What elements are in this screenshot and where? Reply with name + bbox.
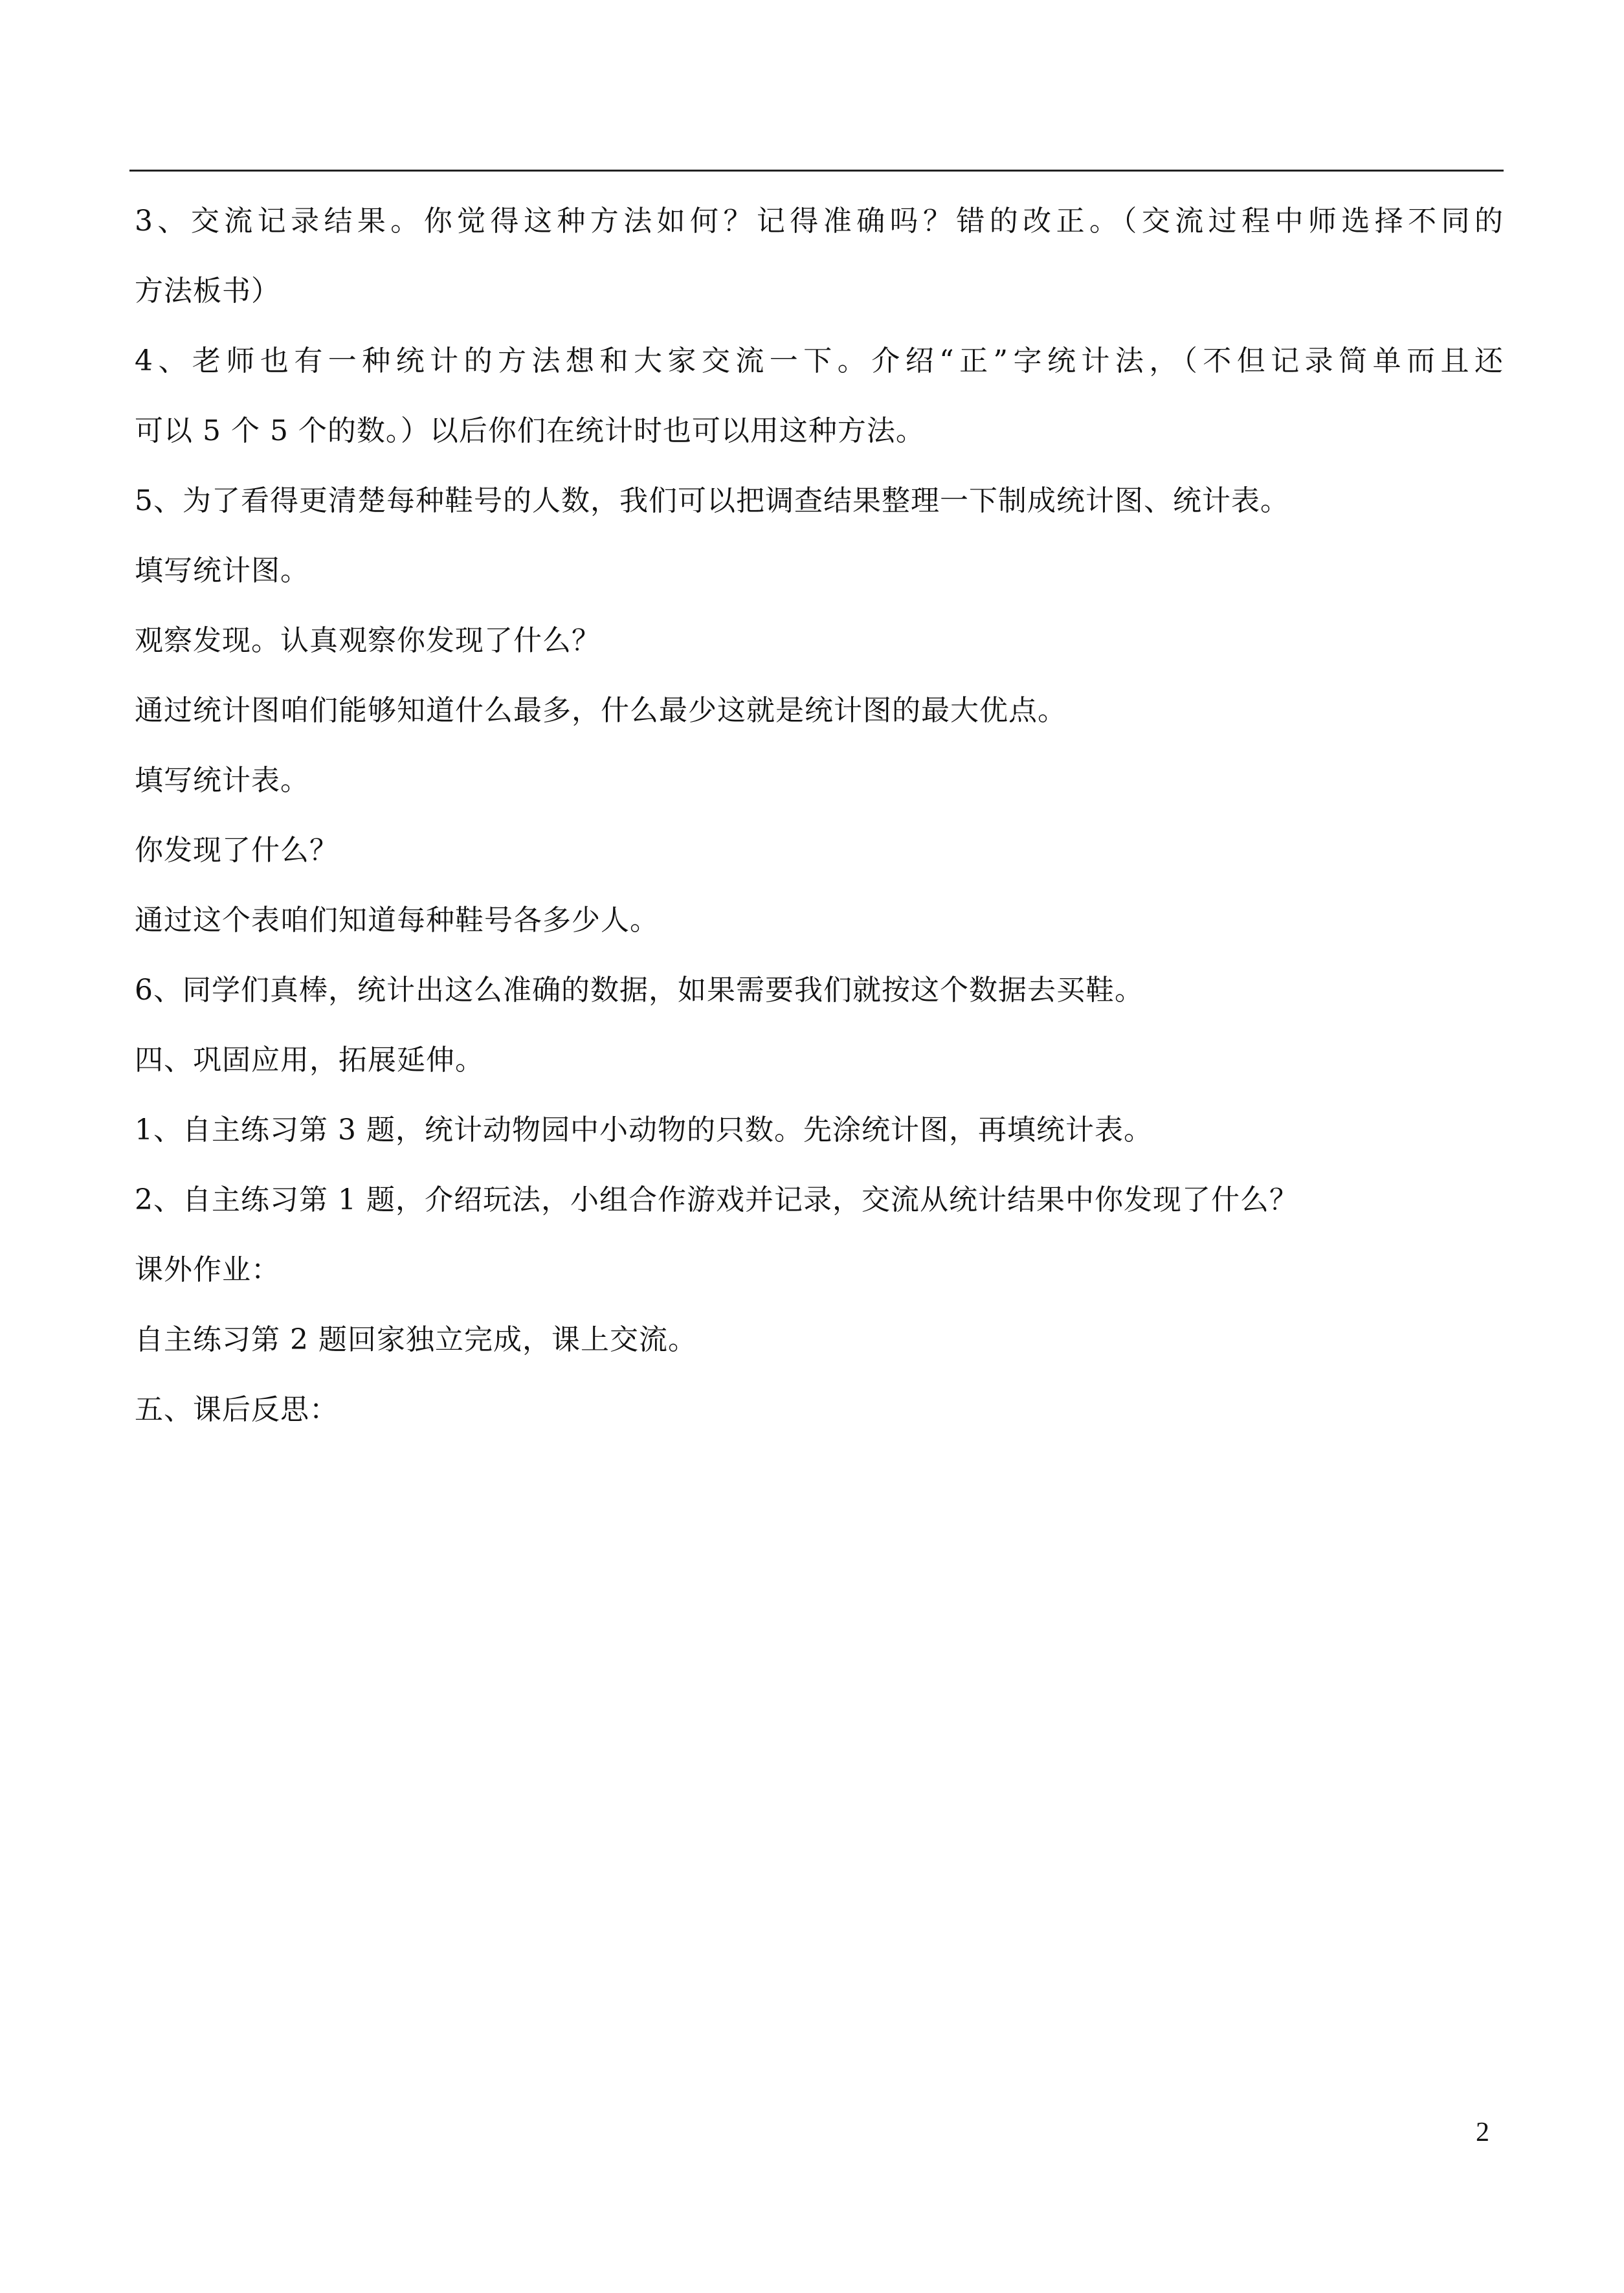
document-body xyxy=(135,186,1504,1445)
text-line: 填写统计表。 xyxy=(135,764,309,797)
text-line: 填写统计图。 xyxy=(135,554,309,587)
text-line: 你发现了什么？ xyxy=(135,834,339,867)
text-line: 4、老师也有一种统计的方法想和大家交流一下。介绍“正”字统计法，（不但记录简单而且还 xyxy=(135,344,1504,377)
text-line: 课外作业： xyxy=(135,1253,280,1286)
text-line: 通过统计图咱们能够知道什么最多，什么最少这就是统计图的最大优点。 xyxy=(135,694,1067,727)
text-line: 观察发现。认真观察你发现了什么？ xyxy=(135,624,601,657)
text-line: 方法板书） xyxy=(135,274,280,308)
text-line: 5、为了看得更清楚每种鞋号的人数，我们可以把调查结果整理一下制成统计图、统计表。 xyxy=(135,484,1289,517)
header-rule xyxy=(129,170,1504,172)
text-line: 1、自主练习第 3 题，统计动物园中小动物的只数。先涂统计图，再填统计表。 xyxy=(135,1113,1153,1146)
text-line: 6、同学们真棒，统计出这么准确的数据，如果需要我们就按这个数据去买鞋。 xyxy=(135,974,1144,1007)
section-heading: 四、巩固应用，拓展延伸。 xyxy=(135,1044,484,1077)
text-line: 3、交流记录结果。你觉得这种方法如何？记得准确吗？错的改正。（交流过程中师选择不同的 xyxy=(135,205,1504,238)
section-heading: 五、课后反思： xyxy=(135,1393,339,1426)
text-line: 2、自主练习第 1 题，介绍玩法，小组合作游戏并记录，交流从统计结果中你发现了什么？ xyxy=(135,1183,1298,1216)
text-line: 自主练习第 2 题回家独立完成，课上交流。 xyxy=(135,1323,697,1356)
text-line: 通过这个表咱们知道每种鞋号各多少人。 xyxy=(135,904,659,937)
page-number: 2 xyxy=(1476,2118,1489,2147)
text-line: 可以 5 个 5 个的数。）以后你们在统计时也可以用这种方法。 xyxy=(135,414,925,447)
